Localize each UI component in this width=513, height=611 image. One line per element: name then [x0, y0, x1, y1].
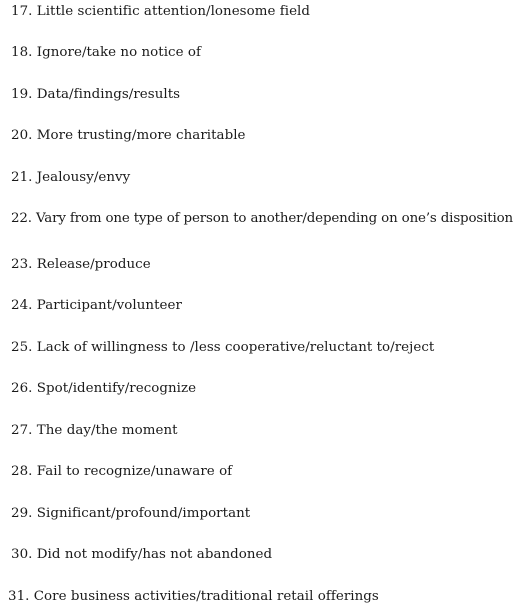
answer-number: 29.	[11, 506, 33, 521]
answer-item	[11, 380, 196, 398]
answer-number: 23.	[11, 257, 33, 272]
answer-number: 30.	[11, 547, 33, 562]
answer-text: Little scientific attention/lonesome field	[36, 4, 311, 19]
answer-item	[11, 422, 178, 440]
answer-item	[11, 256, 151, 274]
answer-item	[11, 505, 250, 523]
answer-item	[8, 588, 379, 606]
answer-text: Vary from one type of person to another/depending on one’s disposition	[35, 211, 513, 226]
answer-item	[11, 169, 130, 187]
answer-number: 31.	[8, 589, 30, 604]
answer-number: 20.	[11, 128, 33, 143]
answer-text: The day/the moment	[36, 423, 178, 438]
answer-item	[11, 339, 434, 357]
answer-number: 17.	[11, 4, 33, 19]
answer-text: Fail to recognize/unaware of	[36, 464, 233, 479]
answer-number: 21.	[11, 170, 33, 185]
answer-item	[11, 127, 246, 145]
answer-text: Release/produce	[36, 257, 151, 272]
answer-number: 18.	[11, 45, 33, 60]
answer-item	[11, 44, 201, 62]
answer-item	[11, 3, 310, 21]
answer-text: Spot/identify/recognize	[36, 381, 197, 396]
answer-text: Did not modify/has not abandoned	[36, 547, 273, 562]
answer-number: 22.	[11, 211, 32, 226]
answer-text: Core business activities/traditional retail offerings	[33, 589, 379, 604]
answer-number: 28.	[11, 464, 33, 479]
answer-item	[11, 463, 232, 481]
answer-item	[11, 297, 182, 315]
answer-text: Ignore/take no notice of	[36, 45, 202, 60]
answer-item	[11, 210, 513, 228]
answer-text: Lack of willingness to /less cooperative/reluctant to/reject	[36, 340, 435, 355]
answer-number: 19.	[11, 87, 33, 102]
answer-text: Data/findings/results	[36, 87, 181, 102]
answer-number: 25.	[11, 340, 33, 355]
answer-item	[11, 86, 180, 104]
answer-number: 26.	[11, 381, 33, 396]
answer-item	[11, 546, 272, 564]
answer-text: More trusting/more charitable	[36, 128, 246, 143]
answer-number: 24.	[11, 298, 33, 313]
answer-text: Participant/volunteer	[36, 298, 182, 313]
answer-text: Jealousy/envy	[36, 170, 131, 185]
answer-number: 27.	[11, 423, 33, 438]
answer-text: Significant/profound/important	[36, 506, 251, 521]
